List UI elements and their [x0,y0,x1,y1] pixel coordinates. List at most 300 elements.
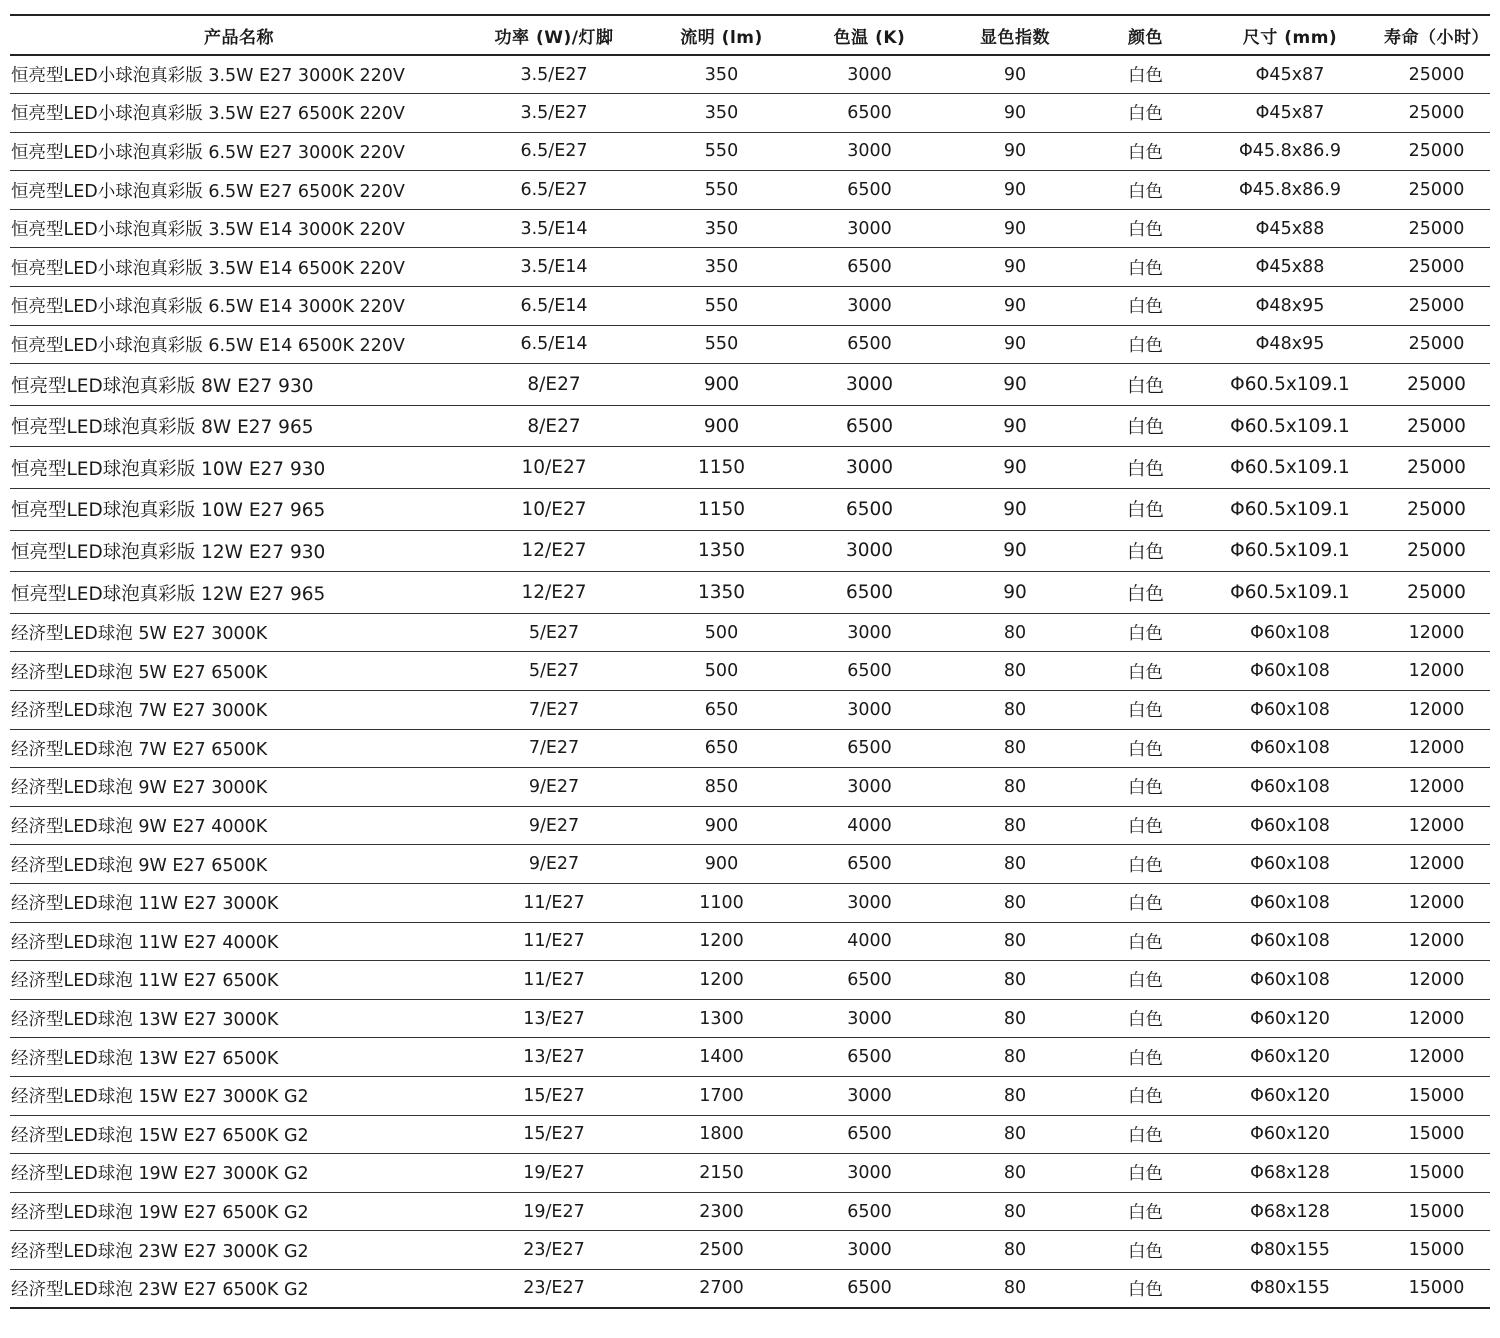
cell-color: 白色 [1128,258,1163,279]
table-row [10,1038,1490,1077]
header-lifetime: 寿命（小时） [1384,27,1489,48]
cell-lifetime: 25000 [1407,457,1466,479]
cell-lumen: 1350 [697,582,746,604]
cell-color: 白色 [1126,458,1164,480]
table-row [10,922,1490,961]
cell-lumen: 500 [704,661,739,682]
cell-color-temp: 6500 [847,180,892,201]
cell-power-base: 10/E27 [521,457,587,479]
cell-product-name: 经济型LED球泡 9W E27 3000K [11,778,268,799]
cell-cri: 90 [1003,582,1027,604]
cell-product-name: 恒亮型LED小球泡真彩版 6.5W E14 3000K 220V [11,297,405,318]
cell-size: Φ60x108 [1250,854,1330,875]
cell-power-base: 6.5/E27 [520,180,588,201]
table-row [10,691,1490,730]
cell-power-base: 15/E27 [523,1085,585,1106]
cell-color: 白色 [1126,583,1164,605]
cell-cri: 90 [1003,457,1027,479]
cell-product-name: 经济型LED球泡 11W E27 6500K [11,971,279,992]
cell-size: Φ60.5x109.1 [1230,457,1350,479]
cell-product-name: 经济型LED球泡 15W E27 3000K G2 [11,1087,309,1108]
table-row [10,1231,1490,1270]
cell-lifetime: 25000 [1407,498,1466,520]
header-color-temp: 色温 (K) [833,27,906,48]
cell-size: Φ60.5x109.1 [1230,415,1350,437]
cell-lumen: 550 [704,141,739,162]
cell-lifetime: 12000 [1408,1047,1465,1068]
cell-size: Φ60.5x109.1 [1230,374,1350,396]
cell-lifetime: 15000 [1408,1162,1465,1183]
cell-lifetime: 12000 [1408,776,1465,797]
cell-color-temp: 3000 [847,776,892,797]
table-header [10,15,1490,55]
cell-color: 白色 [1128,971,1163,992]
cell-size: Φ60x108 [1250,969,1330,990]
table-row [10,845,1490,884]
cell-product-name: 经济型LED球泡 9W E27 4000K [11,817,268,838]
cell-color-temp: 3000 [847,622,892,643]
table-row [10,287,1490,326]
cell-cri: 80 [1003,892,1027,913]
cell-color: 白色 [1128,778,1163,799]
cell-color-temp: 3000 [845,540,894,562]
cell-lifetime: 25000 [1408,295,1465,316]
cell-product-name: 恒亮型LED小球泡真彩版 6.5W E27 3000K 220V [11,142,405,163]
cell-cri: 90 [1003,180,1027,201]
cell-product-name: 经济型LED球泡 13W E27 3000K [11,1010,279,1031]
cell-lifetime: 15000 [1408,1124,1465,1145]
cell-power-base: 23/E27 [523,1240,585,1261]
cell-power-base: 3.5/E27 [520,102,588,123]
cell-cri: 80 [1003,1124,1027,1145]
table-row [10,325,1490,364]
cell-lifetime: 25000 [1408,102,1465,123]
table-row [10,806,1490,845]
cell-power-base: 11/E27 [523,892,585,913]
cell-power-base: 9/E27 [528,815,580,836]
cell-product-name: 恒亮型LED球泡真彩版 10W E27 965 [11,500,326,522]
cell-size: Φ60x120 [1250,1008,1330,1029]
cell-cri: 80 [1003,738,1027,759]
cell-size: Φ60.5x109.1 [1230,540,1350,562]
cell-power-base: 7/E27 [528,738,580,759]
table-row [10,209,1490,248]
cell-color: 白色 [1126,417,1164,439]
cell-lifetime: 15000 [1408,1278,1465,1299]
cell-lumen: 1150 [697,498,746,520]
cell-lumen: 350 [704,64,739,85]
cell-lumen: 900 [703,374,740,396]
cell-lifetime: 25000 [1408,141,1465,162]
cell-color-temp: 4000 [847,931,892,952]
header-cri: 显色指数 [980,27,1050,48]
cell-color-temp: 3000 [847,141,892,162]
cell-lifetime: 25000 [1407,540,1466,562]
cell-lifetime: 15000 [1408,1240,1465,1261]
table-body [10,55,1490,1308]
cell-color-temp: 6500 [845,582,894,604]
cell-cri: 90 [1003,540,1027,562]
cell-color: 白色 [1128,181,1163,202]
cell-size: Φ48x95 [1255,295,1325,316]
cell-product-name: 经济型LED球泡 23W E27 6500K G2 [11,1279,309,1300]
cell-cri: 90 [1003,415,1027,437]
cell-color-temp: 6500 [847,738,892,759]
cell-power-base: 10/E27 [521,498,587,520]
cell-lumen: 500 [704,622,739,643]
table-row [10,1154,1490,1193]
cell-product-name: 恒亮型LED球泡真彩版 12W E27 930 [11,541,326,563]
cell-lifetime: 25000 [1408,334,1465,355]
cell-power-base: 9/E27 [528,854,580,875]
cell-size: Φ60x120 [1250,1047,1330,1068]
cell-color: 白色 [1128,1241,1163,1262]
cell-power-base: 11/E27 [523,931,585,952]
cell-product-name: 经济型LED球泡 9W E27 6500K [11,855,268,876]
cell-color: 白色 [1128,662,1163,683]
cell-lumen: 550 [704,295,739,316]
cell-color-temp: 6500 [845,415,894,437]
cell-lumen: 650 [704,699,739,720]
product-spec-table-container [10,14,1490,1309]
cell-size: Φ60x108 [1250,622,1330,643]
cell-size: Φ80x155 [1250,1240,1330,1261]
cell-lumen: 650 [704,738,739,759]
cell-color: 白色 [1128,1279,1163,1300]
table-row [10,572,1490,614]
cell-size: Φ45x87 [1255,64,1325,85]
cell-color: 白色 [1128,817,1163,838]
cell-lumen: 900 [703,415,740,437]
cell-size: Φ48x95 [1255,334,1325,355]
cell-color-temp: 6500 [847,854,892,875]
cell-color: 白色 [1128,1010,1163,1031]
cell-power-base: 13/E27 [523,1008,585,1029]
cell-lifetime: 12000 [1408,661,1465,682]
table-row [10,55,1490,94]
cell-lifetime: 25000 [1408,257,1465,278]
cell-lumen: 1350 [697,540,746,562]
cell-size: Φ60x108 [1250,931,1330,952]
table-row [10,447,1490,489]
cell-power-base: 6.5/E14 [520,295,588,316]
cell-color: 白色 [1128,66,1163,87]
cell-lumen: 1300 [699,1008,744,1029]
cell-size: Φ60x108 [1250,661,1330,682]
cell-color-temp: 3000 [847,295,892,316]
cell-lumen: 350 [704,218,739,239]
cell-lifetime: 12000 [1408,969,1465,990]
cell-color-temp: 6500 [847,661,892,682]
cell-cri: 80 [1003,622,1027,643]
header-power-base: 功率 (W)/灯脚 [494,27,614,48]
cell-product-name: 恒亮型LED小球泡真彩版 3.5W E14 3000K 220V [11,220,405,241]
cell-color-temp: 3000 [847,1085,892,1106]
cell-lumen: 1700 [699,1085,744,1106]
cell-size: Φ80x155 [1250,1278,1330,1299]
cell-color-temp: 6500 [845,498,894,520]
cell-product-name: 恒亮型LED小球泡真彩版 3.5W E14 6500K 220V [11,258,405,279]
cell-power-base: 15/E27 [523,1124,585,1145]
table-row [10,768,1490,807]
cell-lumen: 1400 [699,1047,744,1068]
cell-power-base: 8/E27 [527,374,581,396]
cell-lifetime: 25000 [1408,218,1465,239]
table-row [10,999,1490,1038]
cell-cri: 80 [1003,776,1027,797]
cell-size: Φ60x108 [1250,776,1330,797]
cell-cri: 80 [1003,815,1027,836]
cell-size: Φ45x87 [1255,102,1325,123]
cell-cri: 80 [1003,1201,1027,1222]
table-row [10,364,1490,406]
cell-product-name: 经济型LED球泡 19W E27 3000K G2 [11,1164,309,1185]
cell-lumen: 2300 [699,1201,744,1222]
cell-color-temp: 3000 [845,457,894,479]
cell-color-temp: 6500 [847,1201,892,1222]
cell-product-name: 经济型LED球泡 7W E27 3000K [11,701,268,722]
cell-cri: 90 [1003,334,1027,355]
cell-power-base: 3.5/E14 [520,257,588,278]
cell-power-base: 9/E27 [528,776,580,797]
cell-color-temp: 3000 [847,699,892,720]
table-row [10,1115,1490,1154]
cell-power-base: 11/E27 [523,969,585,990]
cell-color: 白色 [1128,1087,1163,1108]
cell-product-name: 恒亮型LED球泡真彩版 8W E27 930 [11,375,314,397]
cell-color-temp: 6500 [847,334,892,355]
cell-product-name: 经济型LED球泡 7W E27 6500K [11,739,268,760]
cell-lumen: 350 [704,102,739,123]
cell-size: Φ60x108 [1250,699,1330,720]
cell-lifetime: 15000 [1408,1085,1465,1106]
cell-power-base: 19/E27 [523,1201,585,1222]
header-size: 尺寸 (mm) [1242,27,1338,48]
cell-product-name: 恒亮型LED球泡真彩版 10W E27 930 [11,458,326,480]
cell-power-base: 3.5/E14 [520,218,588,239]
cell-color-temp: 3000 [845,374,894,396]
cell-power-base: 12/E27 [521,540,587,562]
cell-cri: 90 [1003,102,1027,123]
cell-lumen: 2700 [699,1278,744,1299]
cell-cri: 90 [1003,64,1027,85]
cell-lumen: 550 [704,180,739,201]
cell-lumen: 900 [704,854,739,875]
cell-lumen: 2150 [699,1162,744,1183]
cell-power-base: 3.5/E27 [520,64,588,85]
cell-cri: 80 [1003,1162,1027,1183]
cell-lifetime: 12000 [1408,622,1465,643]
header-row [10,15,1490,55]
cell-cri: 80 [1003,1008,1027,1029]
cell-cri: 90 [1003,141,1027,162]
cell-color: 白色 [1128,701,1163,722]
cell-cri: 80 [1003,854,1027,875]
cell-size: Φ60x120 [1250,1124,1330,1145]
table-row [10,652,1490,691]
cell-size: Φ60x108 [1250,892,1330,913]
cell-lumen: 1800 [699,1124,744,1145]
cell-lifetime: 25000 [1407,415,1466,437]
cell-product-name: 经济型LED球泡 15W E27 6500K G2 [11,1125,309,1146]
table-row [10,883,1490,922]
cell-color: 白色 [1128,1048,1163,1069]
cell-power-base: 6.5/E27 [520,141,588,162]
cell-lumen: 350 [704,257,739,278]
cell-lifetime: 12000 [1408,1008,1465,1029]
cell-product-name: 经济型LED球泡 13W E27 6500K [11,1048,279,1069]
cell-color: 白色 [1128,932,1163,953]
cell-size: Φ45.8x86.9 [1238,141,1342,162]
cell-color: 白色 [1128,142,1163,163]
cell-cri: 80 [1003,1278,1027,1299]
cell-size: Φ45x88 [1255,257,1325,278]
cell-product-name: 经济型LED球泡 11W E27 3000K [11,894,279,915]
cell-lifetime: 15000 [1408,1201,1465,1222]
cell-cri: 90 [1003,295,1027,316]
cell-power-base: 13/E27 [523,1047,585,1068]
cell-color: 白色 [1128,855,1163,876]
cell-power-base: 23/E27 [523,1278,585,1299]
cell-lumen: 1200 [699,931,744,952]
cell-lumen: 1100 [699,892,744,913]
cell-color-temp: 6500 [847,102,892,123]
cell-lifetime: 12000 [1408,931,1465,952]
cell-size: Φ60x108 [1250,815,1330,836]
cell-product-name: 恒亮型LED球泡真彩版 12W E27 965 [11,583,326,605]
cell-lumen: 2500 [699,1240,744,1261]
cell-product-name: 恒亮型LED小球泡真彩版 6.5W E27 6500K 220V [11,181,405,202]
header-color: 颜色 [1128,27,1163,48]
product-spec-table [10,14,1490,1309]
cell-cri: 90 [1003,498,1027,520]
cell-color: 白色 [1128,739,1163,760]
cell-color: 白色 [1126,500,1164,522]
cell-color: 白色 [1128,104,1163,125]
cell-cri: 80 [1003,931,1027,952]
cell-lifetime: 25000 [1407,374,1466,396]
cell-product-name: 恒亮型LED小球泡真彩版 6.5W E14 6500K 220V [11,335,405,356]
table-row [10,1192,1490,1231]
table-row [10,613,1490,652]
cell-cri: 90 [1003,257,1027,278]
cell-color-temp: 3000 [847,64,892,85]
cell-size: Φ45x88 [1255,218,1325,239]
cell-product-name: 经济型LED球泡 11W E27 4000K [11,932,279,953]
table-row [10,1076,1490,1115]
cell-color-temp: 3000 [847,218,892,239]
table-row [10,132,1490,171]
cell-size: Φ45.8x86.9 [1238,180,1342,201]
cell-product-name: 经济型LED球泡 5W E27 6500K [11,662,268,683]
cell-color: 白色 [1128,1164,1163,1185]
cell-lifetime: 12000 [1408,815,1465,836]
cell-power-base: 6.5/E14 [520,334,588,355]
cell-product-name: 恒亮型LED小球泡真彩版 3.5W E27 3000K 220V [11,66,405,87]
cell-color-temp: 6500 [847,1278,892,1299]
cell-cri: 80 [1003,1240,1027,1261]
cell-size: Φ60.5x109.1 [1230,498,1350,520]
cell-lumen: 1150 [697,457,746,479]
cell-lifetime: 25000 [1408,180,1465,201]
cell-color-temp: 3000 [847,1240,892,1261]
cell-cri: 80 [1003,661,1027,682]
cell-color-temp: 3000 [847,892,892,913]
cell-lumen: 550 [704,334,739,355]
cell-power-base: 7/E27 [528,699,580,720]
cell-product-name: 经济型LED球泡 23W E27 3000K G2 [11,1241,309,1262]
table-row [10,1269,1490,1308]
cell-power-base: 19/E27 [523,1162,585,1183]
cell-lifetime: 25000 [1408,64,1465,85]
header-product-name: 产品名称 [204,27,274,48]
cell-color: 白色 [1128,220,1163,241]
cell-cri: 80 [1003,1085,1027,1106]
cell-lifetime: 25000 [1407,582,1466,604]
cell-lifetime: 12000 [1408,892,1465,913]
cell-cri: 80 [1003,1047,1027,1068]
cell-product-name: 经济型LED球泡 5W E27 3000K [11,624,268,645]
cell-product-name: 恒亮型LED球泡真彩版 8W E27 965 [11,417,314,439]
cell-cri: 80 [1003,969,1027,990]
table-row [10,248,1490,287]
table-row [10,405,1490,447]
cell-color-temp: 6500 [847,969,892,990]
cell-cri: 90 [1003,374,1027,396]
cell-lifetime: 12000 [1408,854,1465,875]
cell-color: 白色 [1128,894,1163,915]
cell-size: Φ68x128 [1250,1162,1330,1183]
cell-color-temp: 6500 [847,257,892,278]
table-row [10,729,1490,768]
cell-color: 白色 [1126,375,1164,397]
cell-color: 白色 [1128,297,1163,318]
cell-lumen: 1200 [699,969,744,990]
cell-power-base: 8/E27 [527,415,581,437]
cell-color-temp: 3000 [847,1008,892,1029]
cell-color: 白色 [1128,1125,1163,1146]
header-lumen: 流明 (lm) [680,27,763,48]
cell-lifetime: 12000 [1408,738,1465,759]
cell-lumen: 900 [704,815,739,836]
cell-power-base: 12/E27 [521,582,587,604]
cell-power-base: 5/E27 [528,622,580,643]
table-row [10,961,1490,1000]
table-row [10,94,1490,133]
cell-color-temp: 4000 [847,815,892,836]
table-row [10,171,1490,210]
cell-product-name: 恒亮型LED小球泡真彩版 3.5W E27 6500K 220V [11,104,405,125]
cell-lifetime: 12000 [1408,699,1465,720]
cell-size: Φ60x120 [1250,1085,1330,1106]
cell-power-base: 5/E27 [528,661,580,682]
table-row [10,489,1490,531]
cell-color: 白色 [1126,541,1164,563]
cell-cri: 90 [1003,218,1027,239]
cell-size: Φ60x108 [1250,738,1330,759]
table-row [10,530,1490,572]
cell-cri: 80 [1003,699,1027,720]
cell-color: 白色 [1128,624,1163,645]
cell-lumen: 850 [704,776,739,797]
cell-color-temp: 6500 [847,1047,892,1068]
cell-color: 白色 [1128,335,1163,356]
cell-product-name: 经济型LED球泡 19W E27 6500K G2 [11,1203,309,1224]
cell-color: 白色 [1128,1203,1163,1224]
cell-size: Φ60.5x109.1 [1230,582,1350,604]
cell-size: Φ68x128 [1250,1201,1330,1222]
cell-color-temp: 3000 [847,1162,892,1183]
